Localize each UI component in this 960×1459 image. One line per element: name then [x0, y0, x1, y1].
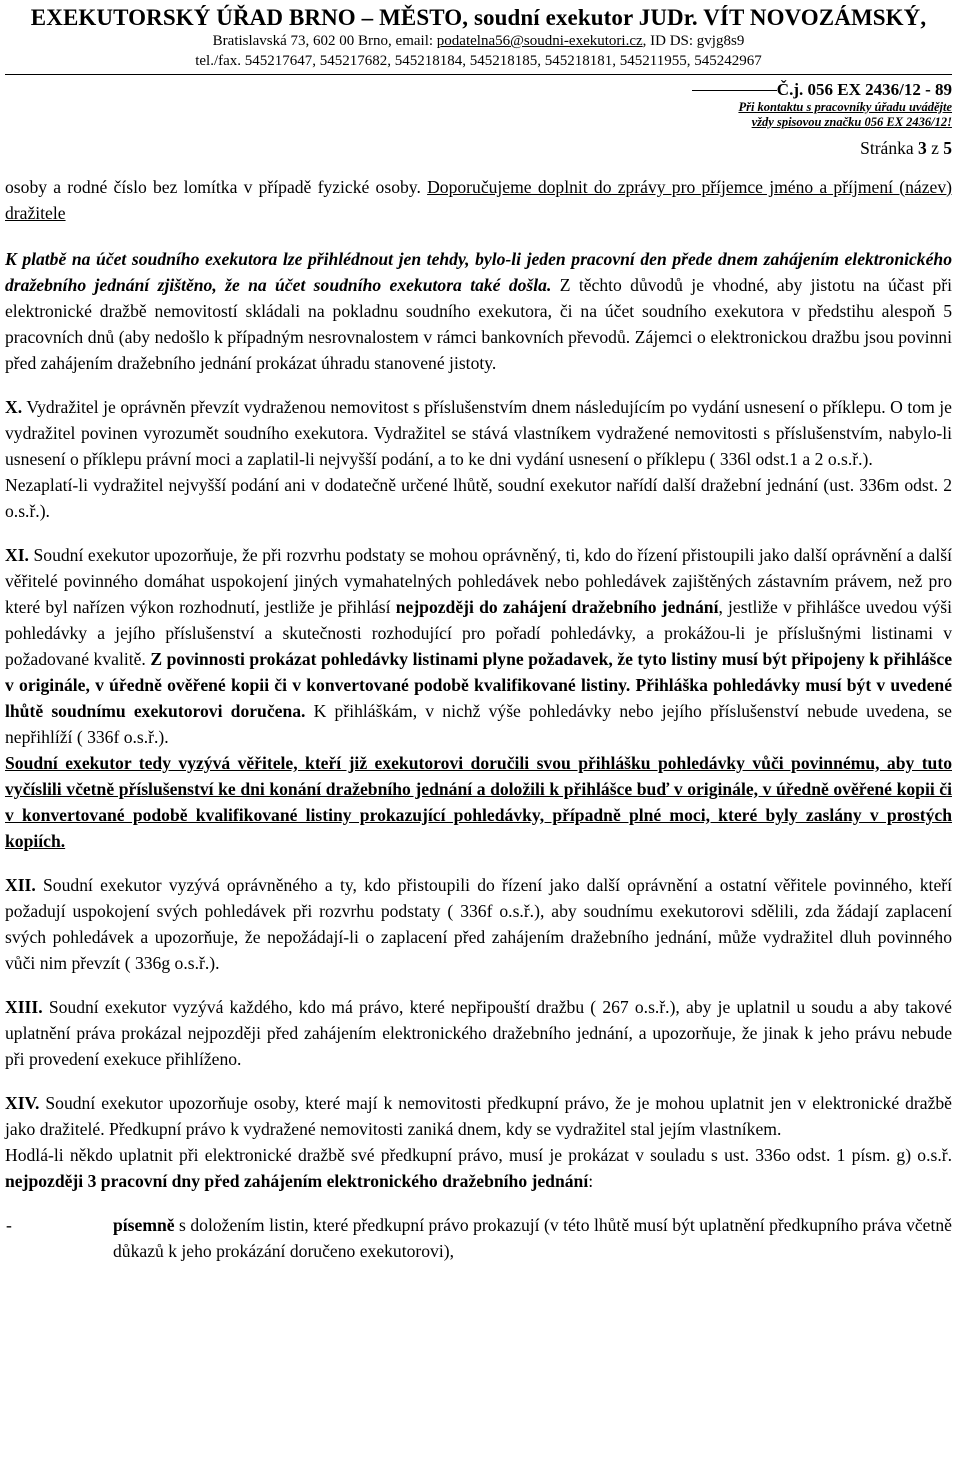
case-number: Č.j. 056 EX 2436/12 - 89 [776, 80, 952, 99]
list-item: - písemně s doložením listin, které předkupní právo prokazují (v této lhůtě musí být uplatnění předkupního práva včetně důkazů k jeho prokázání doručeno exekutorovi), [5, 1212, 952, 1264]
section-xiv-continued: Hodlá-li někdo uplatnit při elektronické dražbě své předkupní právo, musí je prokázat v souladu s ust. 336o odst. 1 písm. g) o.s.ř. nejpozději 3 pracovní dny před zahájením elektronického dražebního jednání: [5, 1144, 952, 1191]
section-xiv-label: XIV. [5, 1092, 40, 1113]
paragraph-payment: K platbě na účet soudního exekutora lze přihlédnout jen tehdy, bylo-li jeden pracovní den přede dnem zahájením elektronického dražebního jednání zjištěno, že na účet soudního exekutora také došla. Z těchto důvodů je vhodné, aby jistotu na účast při elektronické dražbě nemovitostí skládali na pokladnu soudního exekutora, či na účet soudního exekutora v předstihu alespoň 5 pracovních dnů (aby nedošlo k případným nesrovnalostem v rámci bankovních převodů. Zájemci o elektronickou dražbu jsou povinni před zahájením dražebního jednání prokázat úhradu stanovené jistoty. [5, 248, 952, 373]
reference-note-2: vždy spisovou značku 056 EX 2436/12! [751, 114, 952, 129]
office-phones: tel./fax. 545217647, 545217682, 545218184, 545218185, 545218181, 545211955, 545242967 [195, 53, 762, 69]
payment-note: Doporučujeme doplnit do zprávy pro příjemce jméno a příjmení (název) dražitele [5, 176, 952, 223]
section-x-continued: Nezaplatí-li vydražitel nejvyšší podání ani v dodatečně určené lhůtě, soudní exekutor nařídí další dražební jednání (ust. 336m odst. 2 o.s.ř.). [5, 474, 952, 521]
reference-leader-line [692, 90, 777, 91]
page-number: Stránka 3 z 5 [860, 137, 952, 158]
case-reference [5, 80, 952, 158]
section-xi-call: Soudní exekutor tedy vyzývá věřitele, kteří již exekutorovi doručili svou přihlášku pohledávky vůči povinnému, aby tuto vyčíslili včetně příslušenství ke dni konání dražebního jednání a doložili k přihlášce buď v originále, v úředně ověřené kopii či v konvertované podobě kvalifikované listiny prokazující pohledávky, případně plné moci, které byly zaslány v prostých kopiích. [5, 752, 952, 851]
section-xi: XI. Soudní exekutor upozorňuje, že při rozvrhu podstaty se mohou oprávněný, ti, kdo do řízení přistoupili jako další oprávnění a další věřitelé povinného domáhat uspokojení jiných vymahatelných pohledávek nebo pohledávek zajištěných zástavním právem, než pro které byl nařízen výkon rozhodnutí, jestliže je přihlásí nejpozději do zahájení dražebního jednání, jestliže v přihlášce uvedou výši pohledávky a jejího příslušenství a skutečnosti rozhodující pro pořadí pohledávky, a prokážou-li je příslušnými listinami v požadované kvalitě. Z povinnosti prokázat pohledávky listinami plyne požadavek, že tyto listiny musí být připojeny k přihlášce v originále, v úředně ověřené kopii či v konvertované podobě kvalifikované listiny. Přihláška pohledávky musí být v uvedené lhůtě soudnímu exekutorovi doručena. K přihláškám, v nichž výše pohledávky nebo jejího příslušenství nebude uvedena, se nepřihlíží ( 336f o.s.ř.). [5, 544, 953, 747]
header-divider [5, 74, 952, 75]
section-x: X. Vydražitel je oprávněn převzít vydraženou nemovitost s příslušenstvím dnem následujícím po vydání usnesení o příklepu. O tom je vydražitel povinen vyrozumět soudního exekutora. Vydražitel se stává vlastníkem vydražené nemovitosti s příslušenstvím, nabylo-li usnesení o příklepu právní moci a zaplatil-li nejvyšší podání, a to ke dni vydání usnesení o příklepu ( 336l odst.1 a 2 o.s.ř.). [5, 396, 952, 469]
section-xiii-label: XIII. [5, 996, 43, 1017]
reference-note-1: Při kontaktu s pracovníky úřadu uvádějte [738, 99, 952, 114]
paragraph-intro: osoby a rodné číslo bez lomítka v případě fyzické osoby. Doporučujeme doplnit do zprávy pro příjemce jméno a příjmení (název) dražitele [5, 176, 952, 223]
document-page [5, 0, 952, 1264]
list-bullet: - [6, 1214, 12, 1235]
section-xii-label: XII. [5, 874, 36, 895]
section-xiii: XIII. Soudní exekutor vyzývá každého, kdo má právo, které nepřipouští dražbu ( 267 o.s.ř.), aby je uplatnil u soudu a aby takové uplatnění práva prokázal nejpozději před zahájením elektronického dražebního jednání, a upozorňuje, že jinak k jeho právu nebude při provedení exekuce přihlíženo. [5, 996, 952, 1069]
letterhead [5, 6, 952, 69]
section-xi-label: XI. [5, 544, 29, 565]
email-link[interactable]: podatelna56@soudni-exekutori.cz [436, 33, 643, 49]
section-xiv: XIV. Soudní exekutor upozorňuje osoby, které mají k nemovitosti předkupní právo, že je mohou uplatnit jen v elektronické dražbě jako dražitelé. Předkupní právo k vydražené nemovitosti zaniká dnem, kdy se vydražitel stal jejím vlastníkem. [5, 1092, 952, 1139]
section-x-label: X. [5, 396, 23, 417]
section-xii: XII. Soudní exekutor vyzývá oprávněného a ty, kdo přistoupili do řízení jako další oprávnění a ostatní věřitele povinného, kteří požadují uspokojení svých pohledávek při rozvrhu podstaty ( 336f o.s.ř.), aby soudnímu exekutorovi sdělili, zda žádají zaplacení svých pohledávek a upozorňuje, že nepožádají-li o zaplacení před zahájením dražebního jednání, může vydražitel dluh povinného vůči nim převzít ( 336g o.s.ř.). [5, 874, 952, 973]
office-title: EXEKUTORSKÝ ÚŘAD BRNO – MĚSTO, soudní exekutor JUDr. VÍT NOVOZÁMSKÝ, [30, 5, 927, 30]
office-address: Bratislavská 73, 602 00 Brno, email: podatelna56@soudni-exekutori.cz, ID DS: gvjg8s9 [212, 33, 745, 49]
document-body [5, 174, 952, 1264]
